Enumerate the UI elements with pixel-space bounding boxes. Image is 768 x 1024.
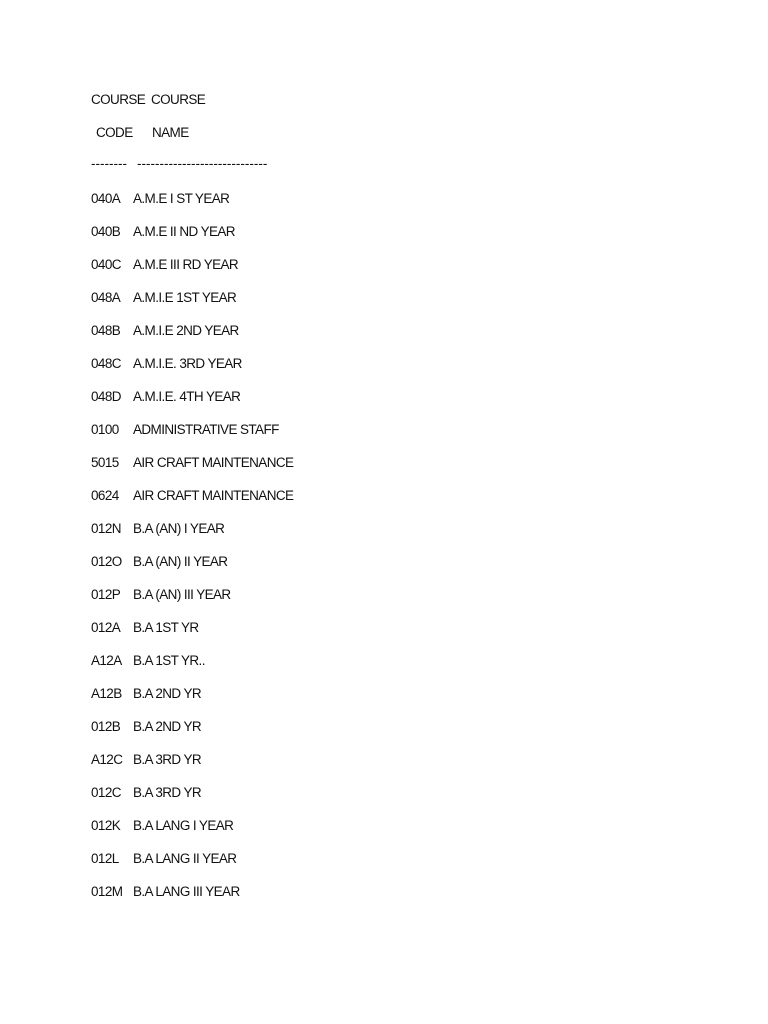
course-name: B.A LANG I YEAR <box>133 818 234 833</box>
header-separator <box>91 156 691 189</box>
course-row <box>91 453 691 486</box>
course-list-document <box>91 90 691 915</box>
course-row <box>91 387 691 420</box>
course-row <box>91 750 691 783</box>
course-row <box>91 255 691 288</box>
header-row-1 <box>91 90 691 123</box>
course-name: B.A 2ND YR <box>133 686 202 701</box>
separator-dashes: -------- <box>91 156 127 171</box>
course-code: 012A <box>91 620 121 635</box>
course-name: A.M.E III RD YEAR <box>133 257 239 272</box>
course-code: 012K <box>91 818 121 833</box>
course-name: A.M.I.E. 3RD YEAR <box>133 356 242 371</box>
course-name: B.A 1ST YR <box>133 620 199 635</box>
course-code: 5015 <box>91 455 119 470</box>
header-course-label: COURSE <box>151 92 206 107</box>
course-code: 012N <box>91 521 121 536</box>
course-row <box>91 189 691 222</box>
course-row <box>91 882 691 915</box>
course-row <box>91 684 691 717</box>
course-code: 012O <box>91 554 122 569</box>
course-row <box>91 486 691 519</box>
course-name: B.A (AN) II YEAR <box>133 554 228 569</box>
course-name: B.A 2ND YR <box>133 719 202 734</box>
course-name: ADMINISTRATIVE STAFF <box>133 422 279 437</box>
course-name: A.M.E I ST YEAR <box>133 191 230 206</box>
header-name-label: NAME <box>152 125 189 140</box>
course-row <box>91 519 691 552</box>
course-name: B.A (AN) I YEAR <box>133 521 225 536</box>
course-name: AIR CRAFT MAINTENANCE <box>133 488 294 503</box>
course-code: 0100 <box>91 422 119 437</box>
course-row <box>91 288 691 321</box>
course-row <box>91 783 691 816</box>
course-name: B.A 1ST YR.. <box>133 653 205 668</box>
header-row-2 <box>91 123 691 156</box>
course-code: 012B <box>91 719 121 734</box>
header-course-label: COURSE <box>91 92 146 107</box>
course-name: A.M.I.E 2ND YEAR <box>133 323 239 338</box>
course-row <box>91 585 691 618</box>
course-row <box>91 222 691 255</box>
course-row <box>91 717 691 750</box>
course-row <box>91 849 691 882</box>
course-row <box>91 816 691 849</box>
course-row <box>91 552 691 585</box>
course-code: 012L <box>91 851 119 866</box>
course-name: B.A LANG III YEAR <box>133 884 240 899</box>
course-code: 012C <box>91 785 121 800</box>
course-name: AIR CRAFT MAINTENANCE <box>133 455 294 470</box>
course-name: B.A 3RD YR <box>133 785 202 800</box>
course-code: 012M <box>91 884 123 899</box>
course-row <box>91 618 691 651</box>
course-name: A.M.I.E. 4TH YEAR <box>133 389 241 404</box>
course-row <box>91 354 691 387</box>
course-name: A.M.E II ND YEAR <box>133 224 235 239</box>
course-code: 048A <box>91 290 121 305</box>
course-name: B.A 3RD YR <box>133 752 202 767</box>
course-name: A.M.I.E 1ST YEAR <box>133 290 237 305</box>
course-code: 048C <box>91 356 121 371</box>
course-name: B.A (AN) III YEAR <box>133 587 231 602</box>
course-code: 040C <box>91 257 121 272</box>
course-row <box>91 420 691 453</box>
course-code: 012P <box>91 587 121 602</box>
course-name: B.A LANG II YEAR <box>133 851 237 866</box>
course-code: 048B <box>91 323 121 338</box>
course-code: A12C <box>91 752 123 767</box>
course-code: 0624 <box>91 488 119 503</box>
course-code: 048D <box>91 389 121 404</box>
course-code: A12A <box>91 653 122 668</box>
course-code: 040A <box>91 191 121 206</box>
course-code: A12B <box>91 686 122 701</box>
course-code: 040B <box>91 224 121 239</box>
course-row <box>91 321 691 354</box>
course-row <box>91 651 691 684</box>
header-code-label: CODE <box>96 125 133 140</box>
separator-dashes: ----------------------------- <box>137 156 268 171</box>
